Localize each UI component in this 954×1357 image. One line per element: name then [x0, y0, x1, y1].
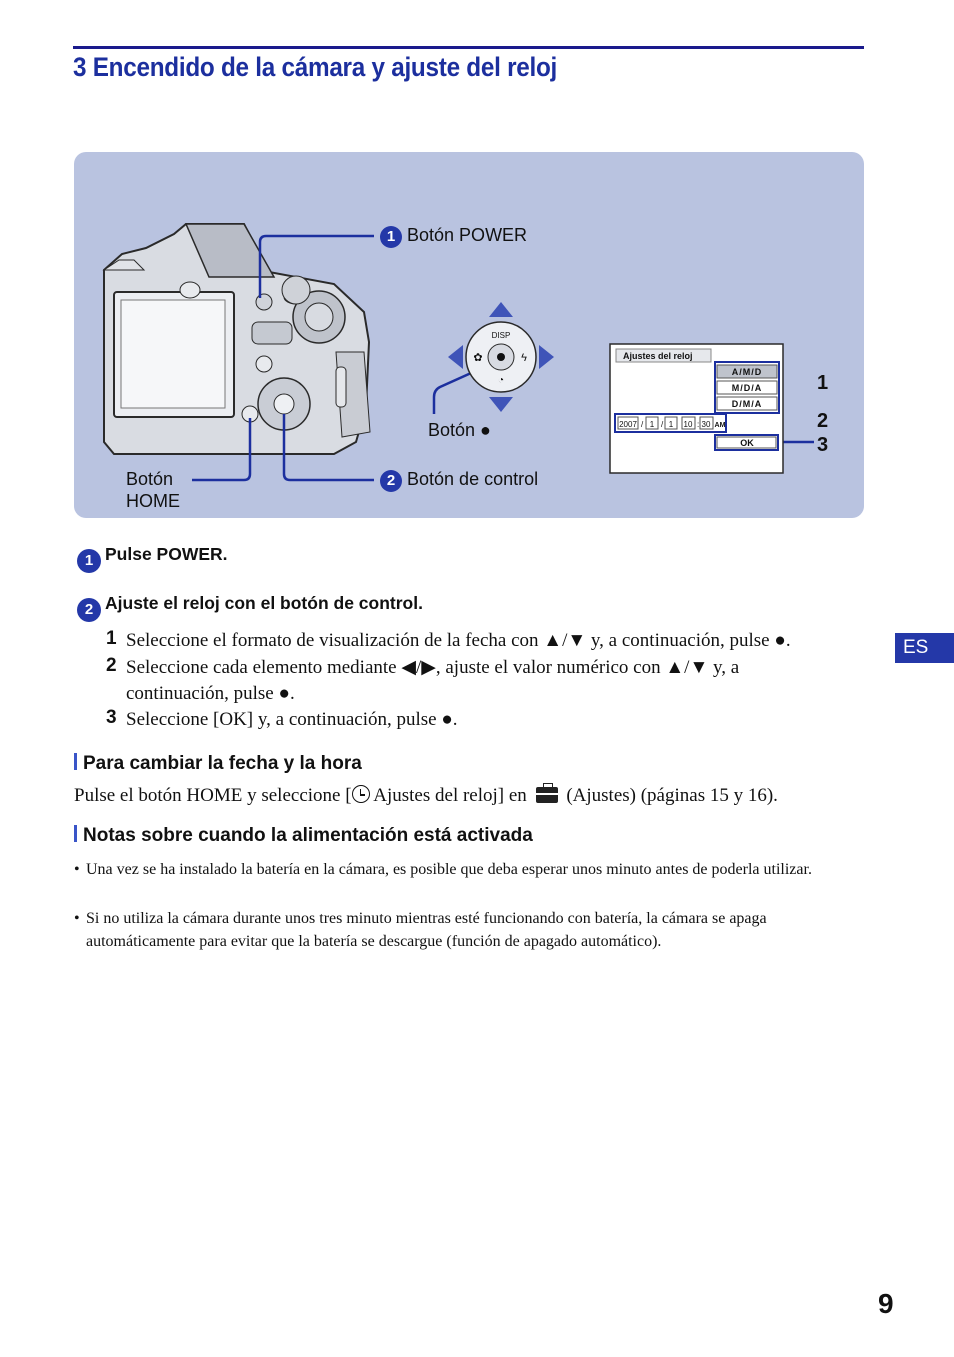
lcd-day: 1 — [668, 420, 674, 429]
substep-1-text: Seleccione el formato de visualización de la fecha con ▲/▼ y, a continuación, pulse ●. — [126, 630, 791, 651]
lcd-option-mda: M/D/A — [731, 383, 763, 393]
clock-icon — [352, 785, 370, 803]
lcd-callout-1: 1 — [817, 372, 829, 394]
change-date-text-c: (Ajustes) (páginas 15 y 16). — [561, 785, 778, 806]
callout-center-label: Botón ● — [428, 420, 491, 440]
note-item-1: Una vez se ha instalado la batería en la cámara, es posible que deba esperar unos minuto antes de poderla utilizar. — [86, 861, 812, 878]
lcd-title: Ajustes del reloj — [623, 351, 693, 361]
page-title: 3 Encendido de la cámara y ajuste del reloj — [73, 52, 558, 82]
callout-home-label: Botón HOME — [126, 469, 180, 511]
callout-control-label: Botón de control — [407, 469, 539, 489]
lcd-option-dma: D/M/A — [731, 399, 763, 409]
substep-1-number: 1 — [106, 628, 117, 649]
svg-text:✿: ✿ — [473, 352, 483, 364]
callout-control-number: 2 — [380, 470, 402, 492]
callout-control-button — [380, 469, 538, 492]
svg-text:/: / — [661, 420, 664, 429]
lcd-callout-3: 3 — [817, 434, 829, 456]
change-date-text-a: Pulse el botón HOME y seleccione [ — [74, 785, 352, 806]
section-bar — [74, 753, 77, 770]
svg-text:ϟ: ϟ — [521, 352, 527, 364]
title-rule — [73, 46, 864, 49]
section-notes-title: Notas sobre cuando la alimentación está activada — [83, 825, 533, 846]
substep-2-number: 2 — [106, 655, 117, 676]
lcd-hour: 10 — [683, 420, 693, 429]
step-1-heading — [77, 544, 228, 573]
substep-2-text: Seleccione cada elemento mediante ◀/▶, ajuste el valor numérico con ▲/▼ y, a continuación, pulse ●. — [126, 657, 740, 704]
lcd-ampm: AM — [714, 422, 726, 429]
control-dial-illustration — [448, 302, 554, 412]
step-2-heading — [77, 593, 423, 622]
svg-text:/: / — [641, 420, 644, 429]
svg-text:◔: ◔ — [497, 375, 505, 386]
step-2-number: 2 — [77, 598, 101, 622]
language-tab: ES — [895, 633, 954, 663]
lcd-callout-2: 2 — [817, 410, 829, 432]
lcd-clock-screen — [610, 344, 783, 473]
step-2-text: Ajuste el reloj con el botón de control. — [105, 593, 423, 613]
lcd-year: 2007 — [619, 420, 637, 429]
substep-3-text: Seleccione [OK] y, a continuación, pulse ●. — [126, 709, 458, 730]
note-bullet: • — [74, 861, 80, 878]
page-number: 9 — [878, 1288, 894, 1319]
lcd-minute: 30 — [701, 420, 711, 429]
callout-power-label: Botón POWER — [407, 225, 528, 245]
step-1-number: 1 — [77, 549, 101, 573]
toolbox-icon — [536, 787, 558, 803]
camera-figure — [74, 152, 864, 518]
svg-text::: : — [697, 420, 700, 429]
substep-3-number: 3 — [106, 707, 117, 728]
lcd-month: 1 — [649, 420, 655, 429]
lcd-option-amd: A/M/D — [731, 367, 763, 377]
section-change-date-text — [74, 783, 874, 809]
dial-disp-label: DISP — [491, 331, 511, 340]
callout-power-button — [380, 225, 527, 248]
note-bullet: • — [74, 910, 80, 927]
section-notes-heading — [74, 825, 533, 847]
section-change-date-heading — [74, 753, 362, 775]
step-1-text: Pulse POWER. — [105, 544, 228, 564]
lcd-ok: OK — [740, 438, 754, 448]
callout-power-number: 1 — [380, 226, 402, 248]
section-bar — [74, 825, 77, 842]
section-change-date-title: Para cambiar la fecha y la hora — [83, 753, 362, 774]
camera-illustration — [104, 224, 370, 454]
note-item-2: Si no utiliza la cámara durante unos tres minuto mientras esté funcionando con batería, la cámara se apaga automáticamente para evitar que la batería se descargue (función de apagado automático). — [86, 910, 767, 950]
change-date-text-b: Ajustes del reloj] en — [369, 785, 532, 806]
